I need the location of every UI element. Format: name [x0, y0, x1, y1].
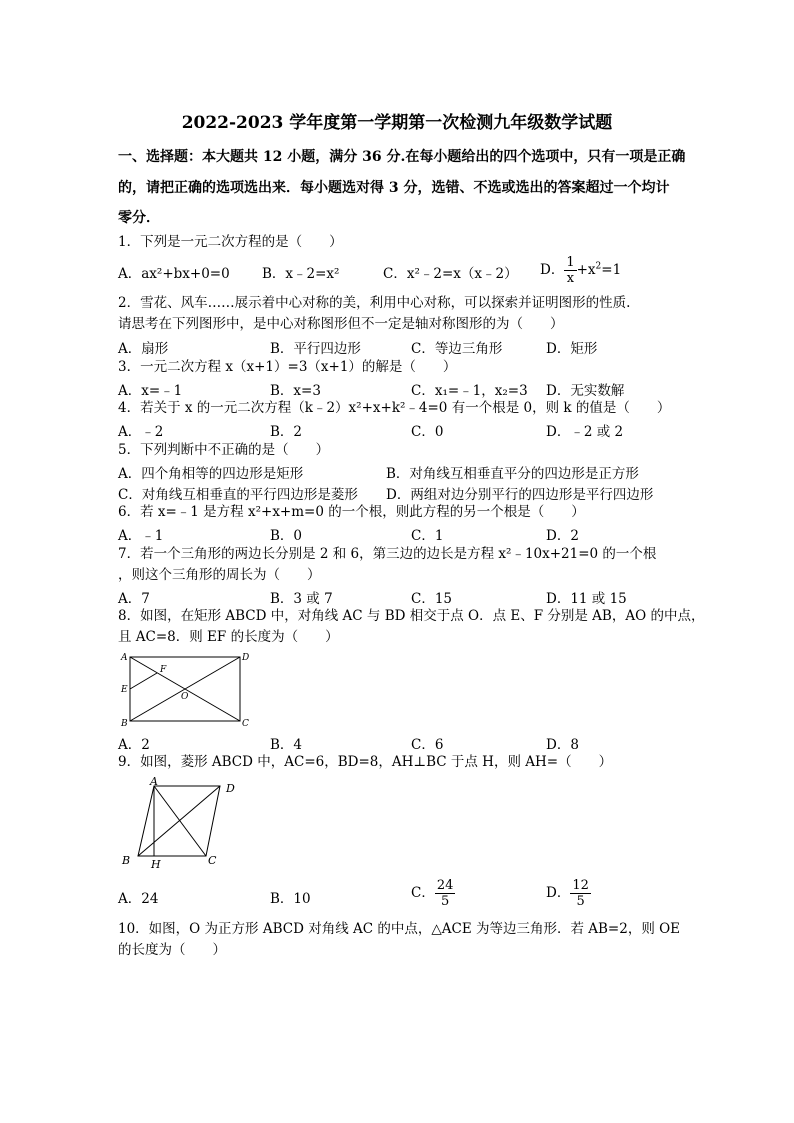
q1-option-d-prefix: D． [540, 262, 565, 278]
page-title: 2022-2023 学年度第一学期第一次检测九年级数学试题 [181, 113, 613, 133]
q1-d-denominator: x [566, 271, 575, 286]
q5-option-a: A．四个角相等的四边形是矩形 [118, 466, 304, 482]
q1-option-d-fraction [564, 255, 576, 286]
q9-label-b: B [122, 854, 131, 867]
q8-option-a: A．2 [118, 737, 150, 753]
section-instructions-line-3: 零分． [118, 210, 160, 226]
q4-option-c: C．0 [411, 424, 444, 440]
q10-stem-line-1: 10．如图，O 为正方形 ABCD 对角线 AC 的中点，△ACE 为等边三角形．若 AB=2，则 OE [118, 921, 681, 937]
q7-option-c: C．15 [411, 591, 453, 607]
q9-label-c: C [208, 854, 217, 867]
q7-option-d: D．11 或 15 [546, 591, 627, 607]
q3-option-b: B．x=3 [270, 383, 321, 399]
q5-option-d: D．两组对边分别平行的四边形是平行四边形 [386, 487, 654, 503]
q9-d-denominator: 5 [576, 894, 585, 909]
q1-d-end: =1 [601, 262, 622, 278]
q2-option-d: D．矩形 [546, 341, 598, 357]
q4-option-b: B．2 [270, 424, 303, 440]
q6-option-d: D．2 [546, 528, 579, 544]
q3-option-d: D．无实数解 [546, 383, 625, 399]
q9-label-a: A [150, 776, 158, 788]
q6-option-a: A．﹣1 [118, 528, 164, 544]
q9-c-denominator: 5 [440, 894, 450, 909]
q9-option-a: A．24 [118, 891, 159, 907]
q8-label-f: F [160, 665, 167, 675]
q8-segment-ef [130, 673, 157, 689]
q4-option-d: D．﹣2 或 2 [546, 424, 624, 440]
q1-d-rest: +x [576, 262, 596, 278]
q2-stem-line-1: 2．雪花、风车……展示着中心对称的美，利用中心对称，可以探索并证明图形的性质. [118, 295, 631, 311]
section-instructions-line-1: 一、选择题：本大题共 12 小题，满分 36 分.在每小题给出的四个选项中，只有一项是正确 [118, 149, 686, 165]
q7-stem-line-2: ，则这个三角形的周长为（ ） [118, 567, 321, 583]
q1-d-numerator: 1 [566, 255, 575, 270]
q9-option-c [411, 878, 455, 909]
q9-option-c-fraction [435, 878, 456, 909]
q9-d-numerator: 12 [572, 878, 589, 893]
q9-option-d-prefix: D． [546, 885, 571, 901]
q9-rhombus-figure [116, 776, 246, 872]
q8-rectangle-figure [116, 648, 256, 730]
q3-stem: 3．一元二次方程 x（x+1）=3（x+1）的解是（ ） [118, 359, 457, 375]
q9-option-d [546, 878, 591, 909]
q9-c-numerator: 24 [436, 878, 454, 893]
q2-option-b: B．平行四边形 [270, 341, 361, 357]
q7-option-a: A．7 [118, 591, 150, 607]
q1-d-exponent: 2 [595, 261, 602, 272]
q9-diagonal-ac [154, 786, 206, 856]
q5-option-c: C．对角线互相垂直的平行四边形是菱形 [118, 487, 358, 503]
q8-label-c: C [242, 719, 249, 729]
q6-stem: 6．若 x=﹣1 是方程 x²+x+m=0 的一个根，则此方程的另一个根是（ ） [118, 504, 585, 520]
q8-stem-line-1: 8．如图，在矩形 ABCD 中，对角线 AC 与 BD 相交于点 O．点 E、F 分别是 AB，AO 的中点， [118, 608, 705, 624]
q9-option-d-fraction [570, 878, 591, 909]
q7-stem-line-1: 7．若一个三角形的两边长分别是 2 和 6，第三边的边长是方程 x²﹣10x+21=0 的一个根 [118, 546, 657, 562]
q9-option-c-prefix: C． [411, 885, 435, 901]
q8-label-b: B [121, 719, 128, 729]
q9-stem: 9．如图，菱形 ABCD 中，AC=6，BD=8，AH⊥BC 于点 H，则 AH=（ ） [118, 754, 613, 770]
q5-option-b: B．对角线互相垂直平分的四边形是正方形 [386, 466, 639, 482]
q8-label-o: O [181, 692, 189, 702]
q6-option-b: B．0 [270, 528, 303, 544]
q9-label-h: H [151, 858, 161, 871]
q1-stem: 1．下列是一元二次方程的是（ ） [118, 234, 343, 250]
q8-label-a: A [121, 653, 128, 663]
q8-label-e: E [121, 685, 128, 695]
q8-option-b: B．4 [270, 737, 303, 753]
q10-stem-line-2: 的长度为（ ） [118, 942, 226, 958]
q3-option-a: A．x=﹣1 [118, 383, 183, 399]
q1-option-d [540, 255, 621, 286]
q5-stem: 5．下列判断中不正确的是（ ） [118, 442, 330, 458]
q2-stem-line-2: 请思考在下列图形中，是中心对称图形但不一定是轴对称图形的为（ ） [118, 316, 564, 332]
section-instructions-line-2: 的，请把正确的选项选出来．每小题选对得 3 分，选错、不选或选出的答案超过一个均计 [118, 180, 670, 196]
q8-option-d: D．8 [546, 737, 579, 753]
q1-option-b: B．x﹣2=x² [262, 266, 340, 282]
q9-option-b: B．10 [270, 891, 311, 907]
q1-option-c: C．x²﹣2=x（x﹣2） [383, 266, 518, 282]
q3-option-c: C．x₁=﹣1，x₂=3 [411, 383, 528, 399]
q8-label-d: D [242, 653, 250, 663]
q9-label-d: D [226, 782, 235, 795]
q8-option-c: C．6 [411, 737, 444, 753]
q4-option-a: A．﹣2 [118, 424, 164, 440]
q2-option-c: C．等边三角形 [411, 341, 503, 357]
q1-option-a: A．ax²+bx+0=0 [118, 266, 230, 282]
q7-option-b: B．3 或 7 [270, 591, 333, 607]
q8-stem-line-2: 且 AC=8．则 EF 的长度为（ ） [118, 629, 339, 645]
q6-option-c: C．1 [411, 528, 444, 544]
q4-stem: 4．若关于 x 的一元二次方程（k﹣2）x²+x+k²﹣4=0 有一个根是 0，则 k 的值是（ ） [118, 400, 671, 416]
q2-option-a: A．扇形 [118, 341, 169, 357]
